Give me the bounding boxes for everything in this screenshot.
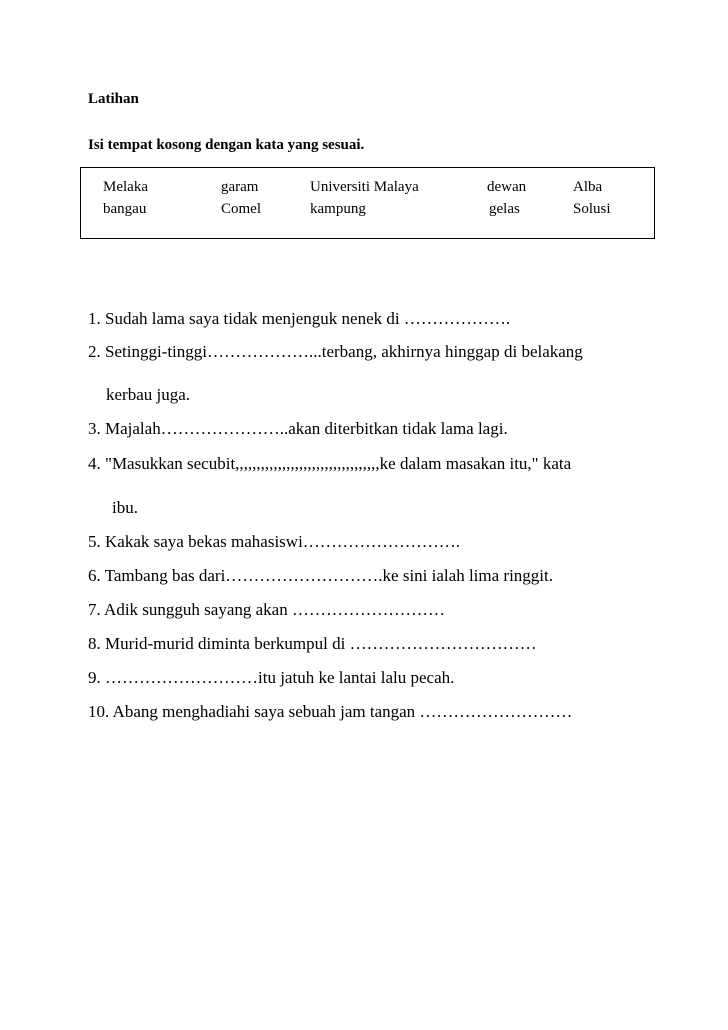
question-9: 9. ………………………itu jatuh ke lantai lalu pecah. [88, 668, 455, 687]
instruction-text: Isi tempat kosong dengan kata yang sesuai. [88, 137, 365, 153]
word-bank-item: kampung [310, 201, 366, 217]
word-bank-item: dewan [487, 179, 527, 195]
word-bank-item: Universiti Malaya [310, 179, 419, 195]
word-bank-box [80, 167, 655, 239]
word-bank-item: bangau [103, 201, 147, 217]
word-bank-item: Solusi [573, 201, 611, 217]
question-7: 7. Adik sungguh sayang akan ……………………… [88, 600, 445, 619]
question-8: 8. Murid-murid diminta berkumpul di …………………………… [88, 634, 537, 653]
word-bank-item: gelas [489, 201, 520, 217]
question-4: 4. "Masukkan secubit,,,,,,,,,,,,,,,,,,,,,,,,,,,,,,,,,,ke dalam masakan itu," kata [88, 454, 572, 473]
word-bank-item: Comel [221, 201, 261, 217]
question-5: 5. Kakak saya bekas mahasiswi………………………. [88, 532, 461, 551]
question-3: 3. Majalah…………………..akan diterbitkan tidak lama lagi. [88, 419, 508, 438]
question-6: 6. Tambang bas dari……………………….ke sini ialah lima ringgit. [88, 566, 553, 585]
word-bank-item: garam [221, 179, 259, 195]
question-2-continuation: kerbau juga. [106, 385, 191, 404]
question-10: 10. Abang menghadiahi saya sebuah jam tangan ……………………… [88, 702, 573, 721]
question-1: 1. Sudah lama saya tidak menjenguk nenek di ………………. [88, 309, 511, 328]
question-2: 2. Setinggi-tinggi………………...terbang, akhirnya hinggap di belakang [88, 342, 583, 361]
word-bank-item: Melaka [103, 179, 148, 195]
word-bank-item: Alba [573, 179, 603, 195]
question-4-continuation: ibu. [112, 498, 138, 517]
page-title: Latihan [88, 91, 139, 107]
